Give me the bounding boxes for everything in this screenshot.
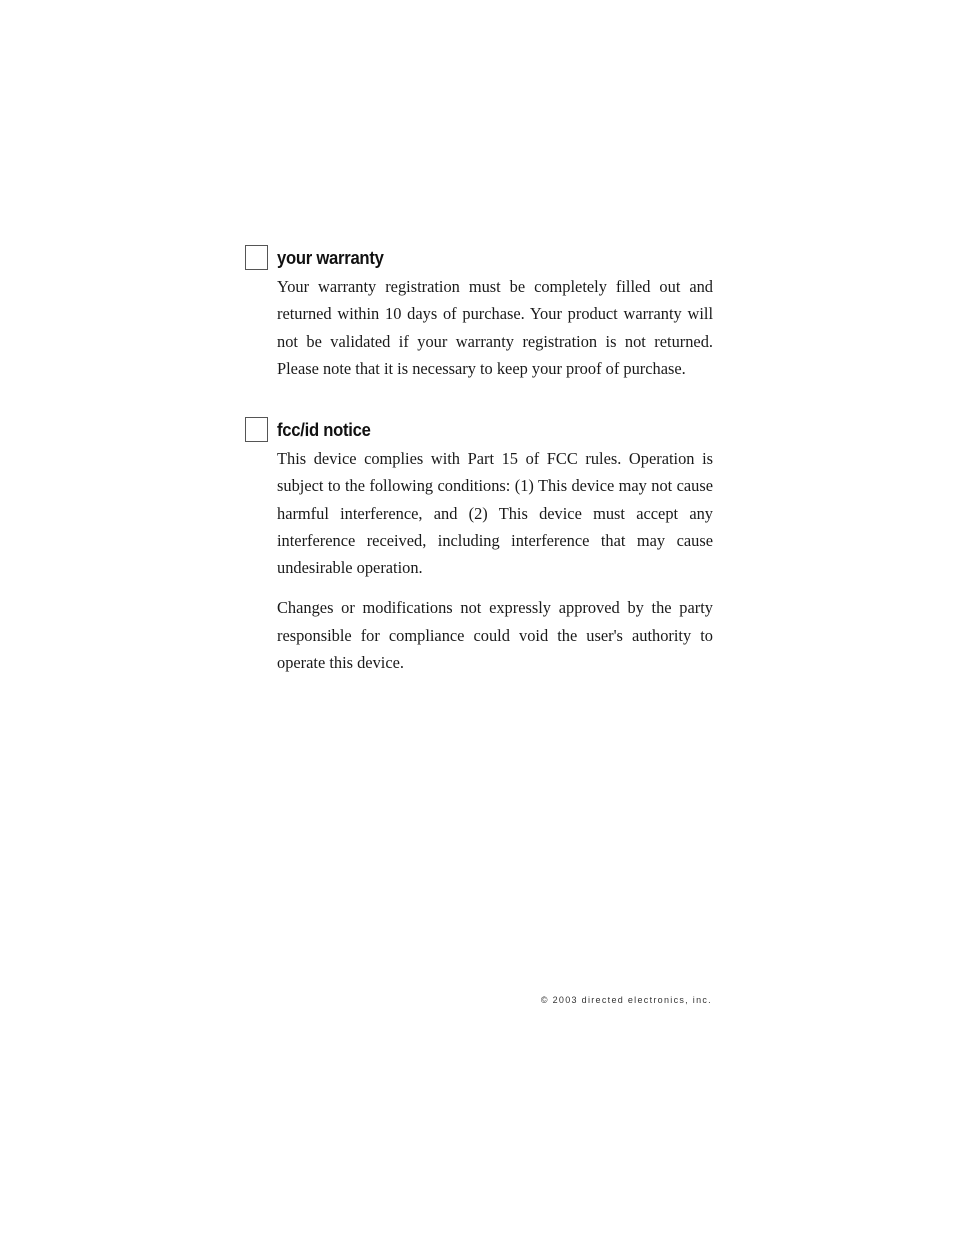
warranty-section	[245, 244, 713, 382]
fcc-notice-section	[245, 416, 713, 676]
fcc-checkbox	[245, 417, 268, 442]
fcc-paragraph-modifications: Changes or modifications not expressly approved by the party responsible for compliance could void the user's authority to operate this device.	[277, 598, 713, 673]
warranty-paragraph: Your warranty registration must be completely filled out and returned within 10 days of purchase. Your product warranty will not be validated if your warranty registration is not returned. Please note that it is necessary to keep your proof of purchase.	[277, 277, 713, 378]
copyright-notice: © 2003 directed electronics, inc.	[540, 995, 712, 1005]
warranty-checkbox	[245, 245, 268, 270]
warranty-heading-row	[245, 244, 713, 271]
fcc-heading: fcc/id notice	[277, 418, 371, 440]
fcc-heading-row	[245, 416, 713, 443]
fcc-paragraph-compliance: This device complies with Part 15 of FCC rules. Operation is subject to the following conditions: (1) This device may not cause harmful interference, and (2) This device must accept any interference received, including interference that may cause undesirable operation.	[277, 449, 713, 578]
warranty-heading: your warranty	[277, 246, 384, 268]
